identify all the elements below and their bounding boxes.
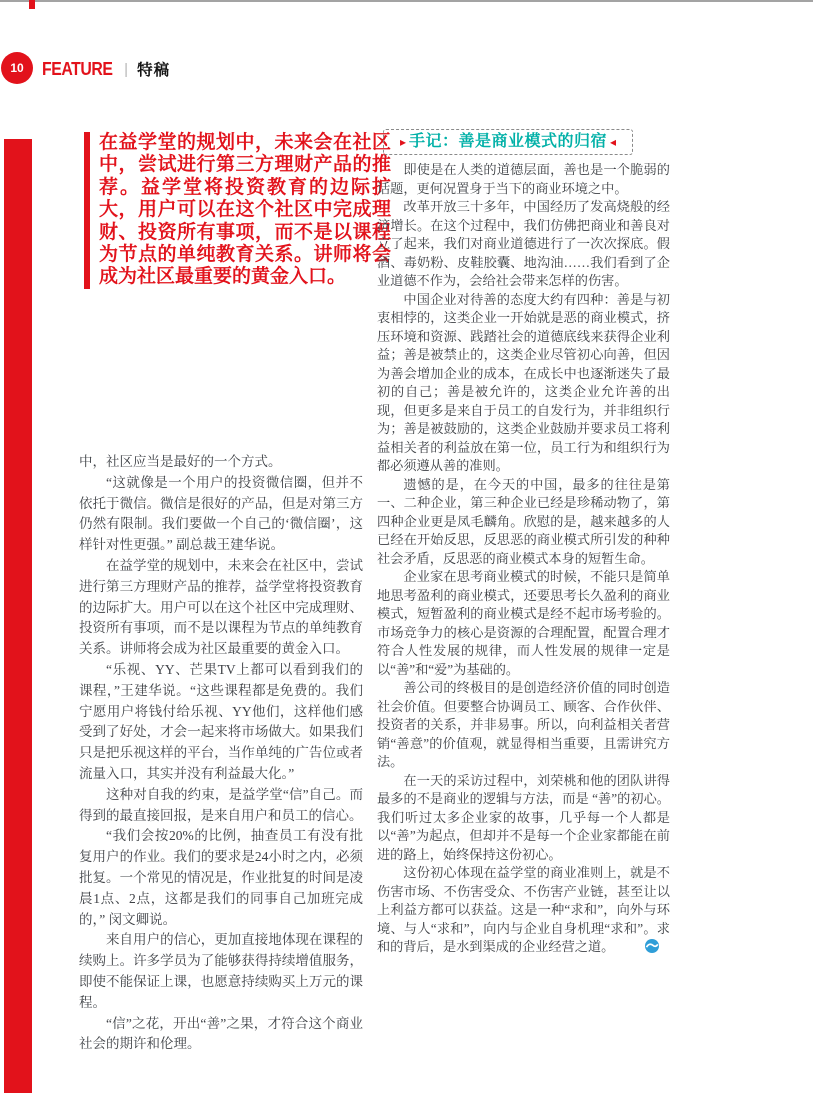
section-divider: |: [124, 60, 129, 78]
body-paragraph: 中，社区应当是最好的一个方式。: [79, 454, 282, 469]
section-title-en: FEATURE: [42, 58, 113, 79]
body-paragraph: 来自用户的信心，更加直接地体现在课程的续购上。许多学员为了能够获得持续增值服务，即使不能保证上课，也愿意持续购买上万元的课程。: [79, 932, 363, 1010]
sidebar-title-box: [383, 129, 633, 155]
pull-quote: 在益学堂的规划中，未来会在社区中，尝试进行第三方理财产品的推荐。益学堂将投资教育的边际扩大，用户可以在这个社区中完成理财、投资所有事项，而不是以课程为节点的单纯教育关系。讲师将会成为社区最重要的黄金入口。: [84, 132, 391, 289]
body-paragraph: 在一天的采访过程中，刘荣桃和他的团队讲得最多的不是商业的逻辑与方法，而是 “善”的初心。我们听过太多企业家的故事，几乎每一个人都是以“善”为起点，但却并不是每一个企业家都能在前进的路上，始终保持这份初心。: [377, 772, 670, 862]
page-number: 10: [10, 61, 24, 75]
page-top-edge: [0, 0, 813, 2]
left-arrow-icon: ▸: [399, 135, 406, 149]
end-mark-icon: [618, 939, 658, 959]
section-header: [42, 58, 170, 80]
body-paragraph: 企业家在思考商业模式的时候，不能只是简单地思考盈利的商业模式，还要思考长久盈利的商业模式，短暂盈利的商业模式是经不起市场考验的。市场竞争力的核心是资源的合理配置，配置合理才符合人性发展的规律，而人性发展的规律一定是以“善”和“爱”为基础的。: [377, 569, 670, 677]
page-number-badge: [1, 52, 33, 84]
section-title-zh: 特稿: [137, 62, 171, 79]
right-column: [377, 129, 670, 959]
body-paragraph: “我们会按20%的比例，抽查员工有没有批复用户的作业。我们的要求是24小时之内，必须批复。一个常见的情况是，作业批复的时间是凌晨1点、2点，这都是我们的同事自己加班完成的，” 闵文卿说。: [79, 828, 363, 927]
body-paragraph: 善公司的终极目的是创造经济价值的同时创造社会价值。但要整合协调员工、顾客、合作伙伴、投资者的关系，并非易事。所以，向利益相关者营销“善意”的价值观，就显得相当重要，且需讲究方法。: [377, 680, 670, 769]
body-paragraph: “这就像是一个用户的投资微信圈，但并不依托于微信。微信是很好的产品，但是对第三方仍然有限制。我们要做一个自己的‘微信圈’，这样针对性更强。” 副总裁王建华说。: [79, 474, 363, 553]
right-arrow-icon: ◂: [610, 135, 617, 149]
body-paragraph: [377, 864, 670, 959]
body-paragraph: “信”之花，开出“善”之果，才符合这个商业社会的期许和伦理。: [79, 1015, 363, 1052]
body-paragraph: 遗憾的是，在今天的中国，最多的往往是第一、二种企业，第三种企业已经是珍稀动物了，第四种企业更是凤毛麟角。欣慰的是，越来越多的人已经在开始反思，反思恶的商业模式所引发的种种社会矛盾，反思恶的商业模式本身的短暂生命。: [377, 476, 670, 566]
red-side-bar: [4, 139, 32, 1093]
crop-mark: [29, 0, 35, 9]
sidebar-title: 手记：善是商业模式的归宿: [408, 132, 607, 150]
body-paragraph: 改革开放三十多年，中国经历了发高烧般的经济增长。在这个过程中，我们仿佛把商业和善良对立了起来，我们对商业道德进行了一次次探底。假酒、毒奶粉、皮鞋胶囊、地沟油……我们看到了企业道德不作为，会给社会带来怎样的伤害。: [377, 199, 670, 288]
body-paragraph: 这种对自我的约束，是益学堂“信”自己。而得到的最直接回报，是来自用户和员工的信心。: [79, 786, 363, 823]
body-paragraph: 即使是在人类的道德层面，善也是一个脆弱的话题，更何况置身于当下的商业环境之中。: [377, 162, 670, 196]
body-paragraph: 在益学堂的规划中，未来会在社区中，尝试进行第三方理财产品的推荐，益学堂将投资教育的边际扩大。用户可以在这个社区中完成理财、投资所有事项，而不是以课程为节点的单纯教育关系。讲师将会成为社区最重要的黄金入口。: [79, 557, 363, 657]
left-column: [79, 452, 363, 1055]
paragraph-text: 这份初心体现在益学堂的商业准则上，就是不伤害市场、不伤害受众、不伤害产业链，甚至让以上利益方都可以获益。这是一种“求和”，向外与环境、与人“求和”，向内与企业自身机理“求和”。求和的背后，是水到渠成的企业经营之道。: [377, 865, 670, 954]
body-paragraph: “乐视、YY、芒果TV上都可以看到我们的课程，”王建华说。“这些课程都是免费的。我们宁愿用户将钱付给乐视、YY他们，这样他们感受到了好处，才会一起来将市场做大。如果我们只是把乐视这样的平台，当作单纯的广告位或者流量入口，其实并没有利益最大化。”: [79, 661, 363, 781]
body-paragraph: 中国企业对待善的态度大约有四种：善是与初衷相悖的，这类企业一开始就是恶的商业模式，挤压环境和资源、践踏社会的道德底线来获得企业利益；善是被禁止的，这类企业尽管初心向善，但因为善会增加企业的成本，在成长中也逐渐迷失了最初的自己；善是被允许的，这类企业允许善的出现，但更多是来自于员工的自发行为，并非组织行为；善是被鼓励的，这类企业鼓励并要求员工将利益相关者的利益放在第一位，员工行为和组织行为都必须遵从善的准则。: [377, 291, 670, 473]
